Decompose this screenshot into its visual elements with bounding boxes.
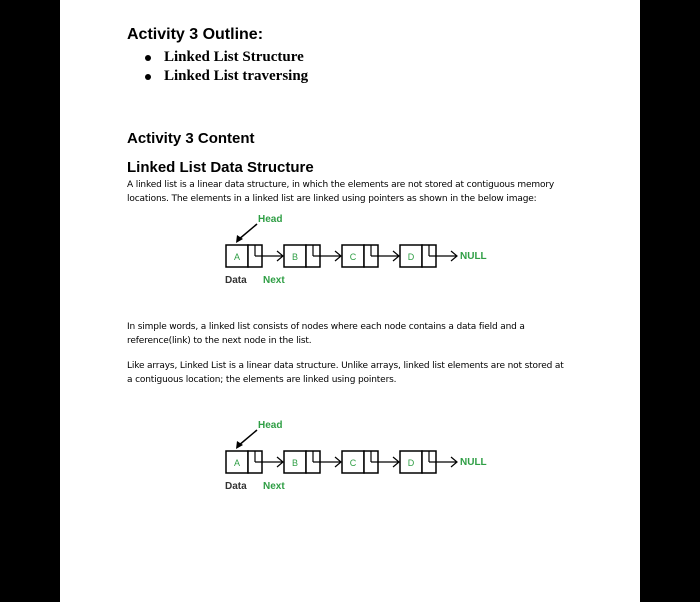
null-label: NULL	[460, 457, 487, 468]
outline-item: Linked List Structure	[142, 48, 308, 67]
data-label: Data	[225, 481, 247, 492]
outline-item: Linked List traversing	[142, 67, 308, 86]
next-label: Next	[263, 275, 285, 286]
document-page	[60, 0, 640, 602]
outline-list	[142, 48, 308, 86]
content-title: Activity 3 Content	[127, 130, 255, 147]
linked-list-svg-2	[160, 416, 560, 496]
paragraph-1: A linked list is a linear data structure, in which the elements are not stored at contiguous memory locations. The elements in a linked list are linked using pointers as shown in the below image:	[127, 180, 555, 204]
head-label: Head	[258, 420, 283, 431]
node-label: B	[291, 458, 299, 468]
linked-list-svg-1	[160, 210, 560, 290]
node-label: D	[407, 458, 415, 468]
paragraph-2: In simple words, a linked list consists of nodes where each node contains a data field and a reference(link) to the next node in the list.	[127, 322, 525, 346]
paragraph-3: Like arrays, Linked List is a linear data structure. Unlike arrays, linked list elements are not stored at a contiguous location; the elements are linked using pointers.	[127, 361, 564, 385]
outline-title: Activity 3 Outline:	[127, 26, 264, 43]
section-title: Linked List Data Structure	[127, 159, 314, 176]
data-label: Data	[225, 275, 247, 286]
node-label: A	[233, 252, 241, 262]
node-label: C	[349, 458, 357, 468]
linked-list-diagram-2	[160, 416, 560, 496]
node-label: B	[291, 252, 299, 262]
linked-list-diagram-1	[160, 210, 560, 290]
node-label: D	[407, 252, 415, 262]
head-label: Head	[258, 214, 283, 225]
node-label: C	[349, 252, 357, 262]
node-label: A	[233, 458, 241, 468]
null-label: NULL	[460, 251, 487, 262]
next-label: Next	[263, 481, 285, 492]
